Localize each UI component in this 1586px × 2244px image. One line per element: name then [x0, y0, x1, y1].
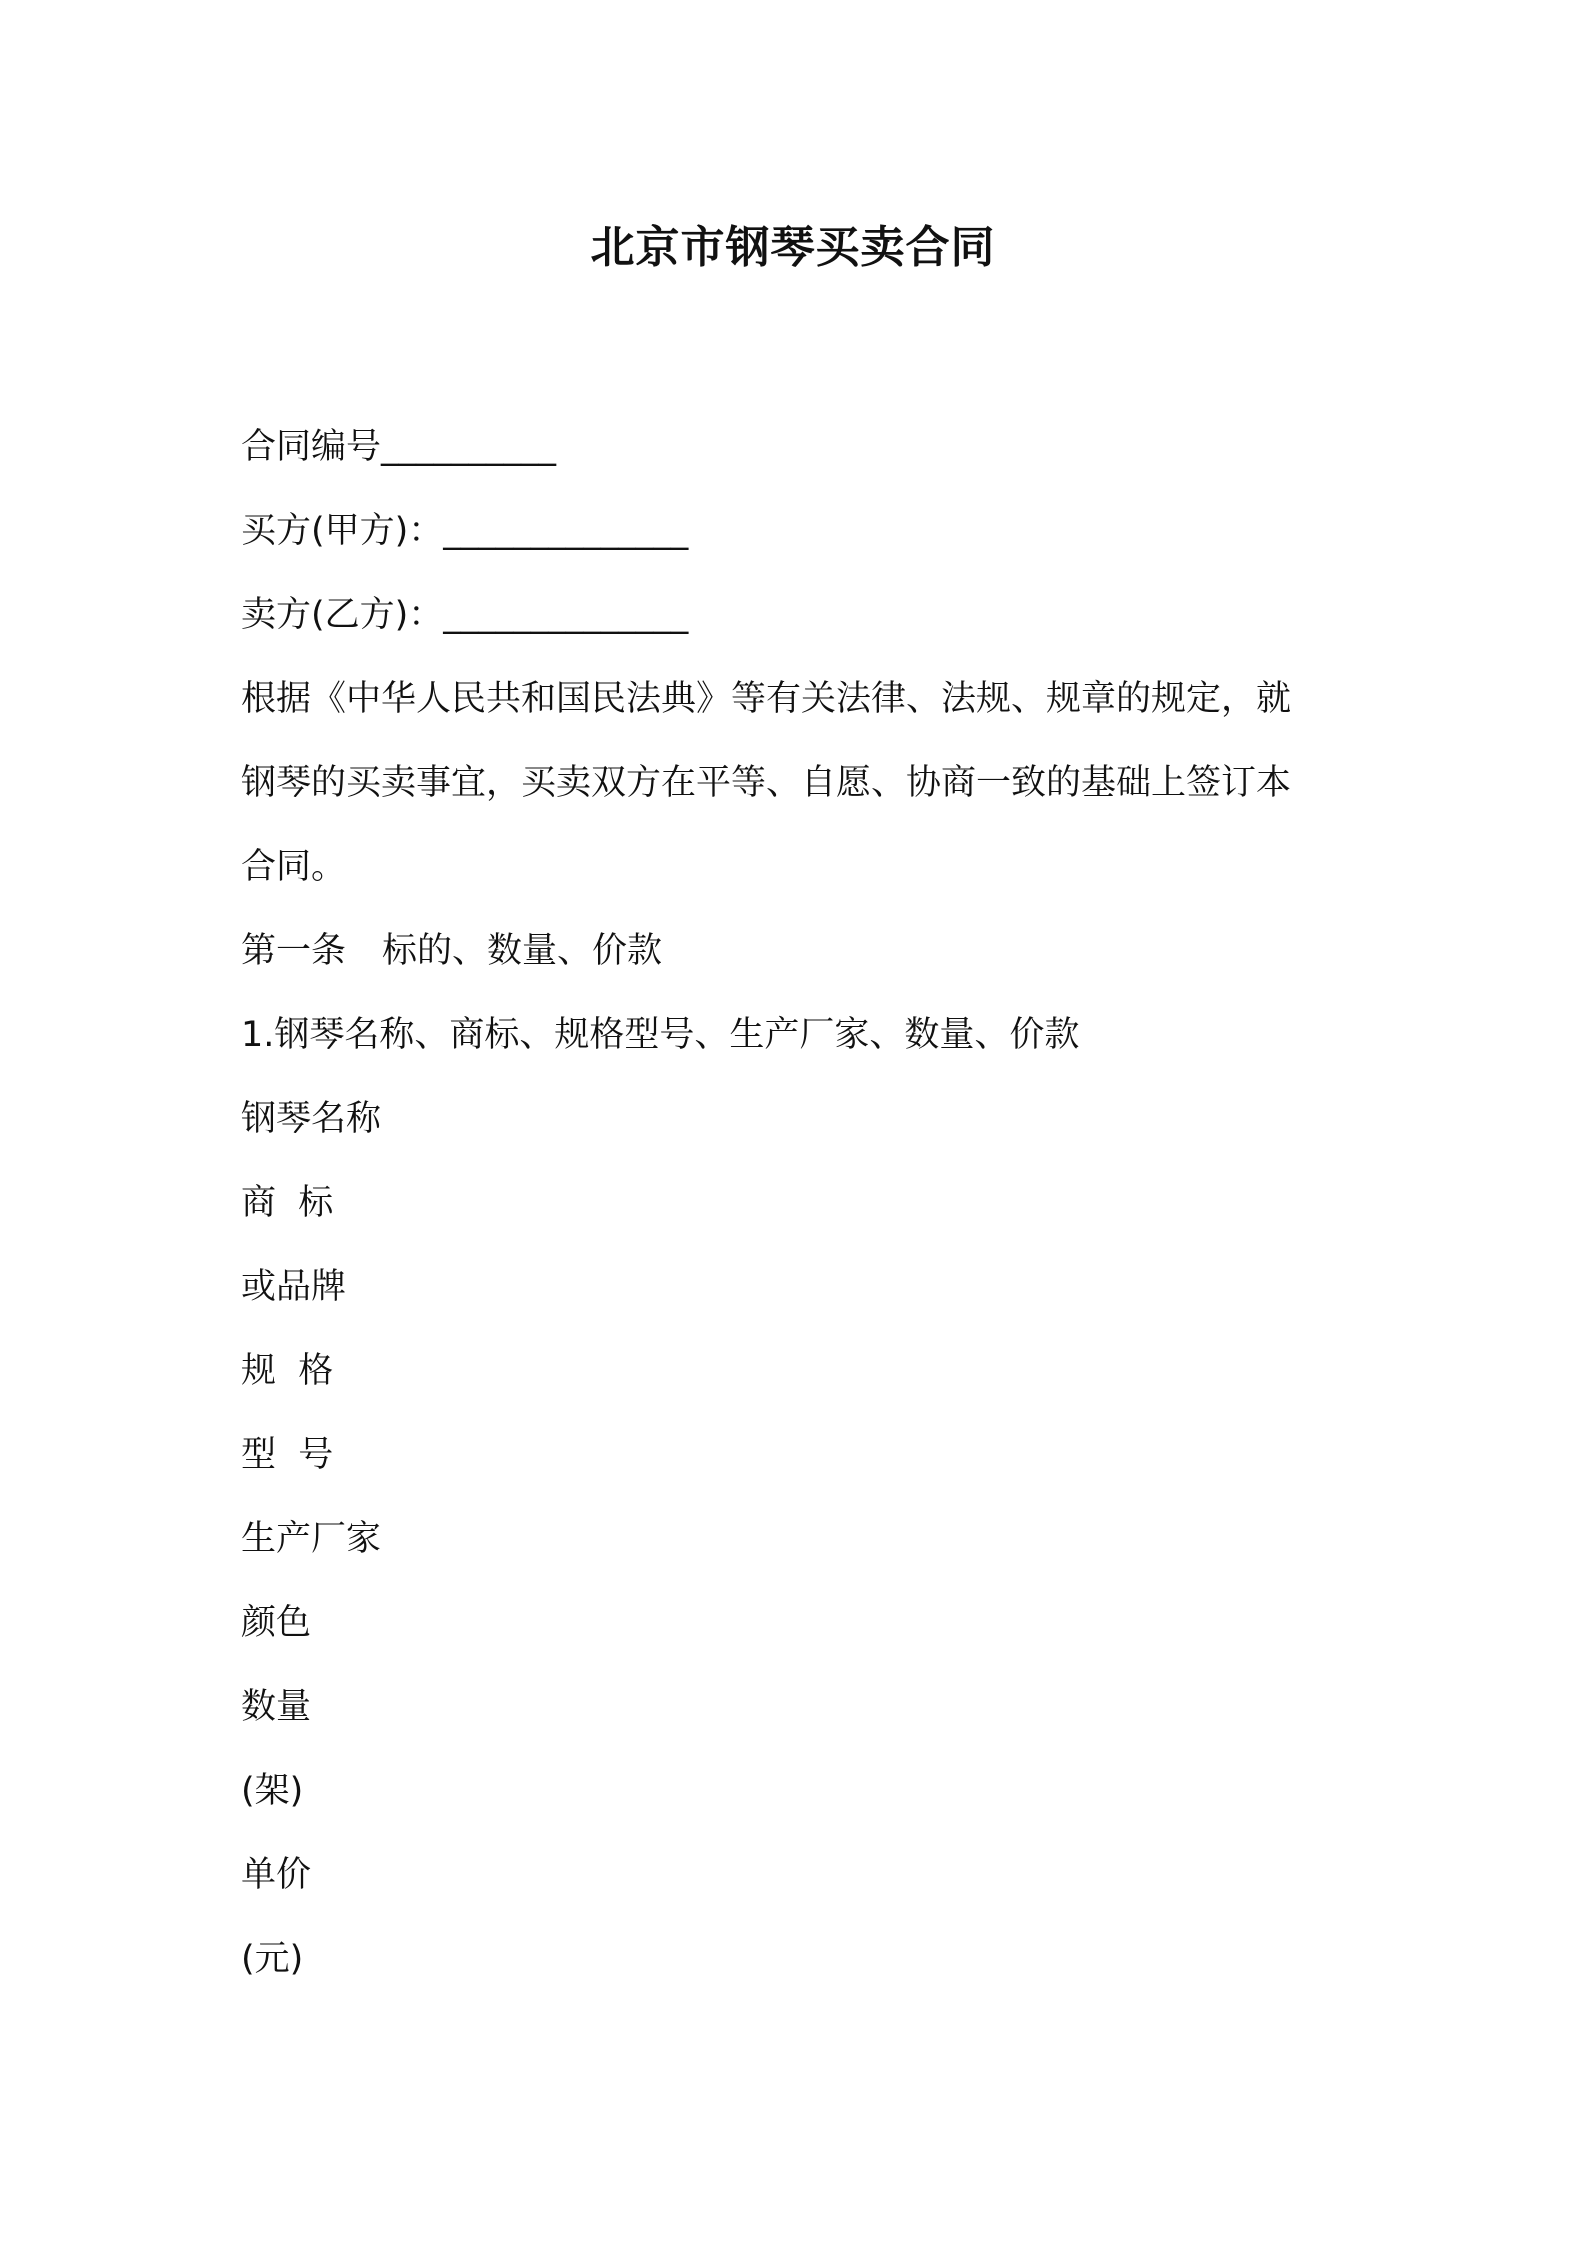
- contract-body: [241, 405, 1361, 2001]
- field-unit-price: 单价: [241, 1855, 312, 1895]
- field-quantity-unit: (架): [241, 1771, 304, 1811]
- preamble-line-3: 合同。: [241, 847, 347, 887]
- preamble-line-2: 钢琴的买卖事宜，买卖双方在平等、自愿、协商一致的基础上签订本: [241, 763, 1292, 803]
- field-model: 型 号: [241, 1435, 334, 1475]
- field-trademark: 商 标: [241, 1183, 334, 1223]
- contract-number-line: 合同编号__________: [241, 427, 557, 467]
- field-piano-name: 钢琴名称: [241, 1099, 382, 1139]
- article-1-heading: [241, 909, 1361, 993]
- field-spec: 规 格: [241, 1351, 334, 1391]
- buyer-line: 买方(甲方)：______________: [241, 511, 689, 551]
- preamble-paragraph: [241, 657, 1361, 909]
- article-1-number: 第一条: [241, 931, 347, 971]
- field-price-unit: (元): [241, 1939, 304, 1979]
- preamble-line-1: 根据《中华人民共和国民法典》等有关法律、法规、规章的规定，就: [241, 679, 1292, 719]
- field-brand: 或品牌: [241, 1267, 347, 1307]
- article-1-title: 标的、数量、价款: [382, 931, 663, 971]
- field-manufacturer: 生产厂家: [241, 1519, 382, 1559]
- page-title: 北京市钢琴买卖合同: [590, 222, 996, 273]
- field-quantity: 数量: [241, 1687, 312, 1727]
- seller-line: 卖方(乙方)：______________: [241, 595, 689, 635]
- field-color: 颜色: [241, 1603, 312, 1643]
- item-1-line: 1.钢琴名称、商标、规格型号、生产厂家、数量、价款: [241, 1015, 1080, 1055]
